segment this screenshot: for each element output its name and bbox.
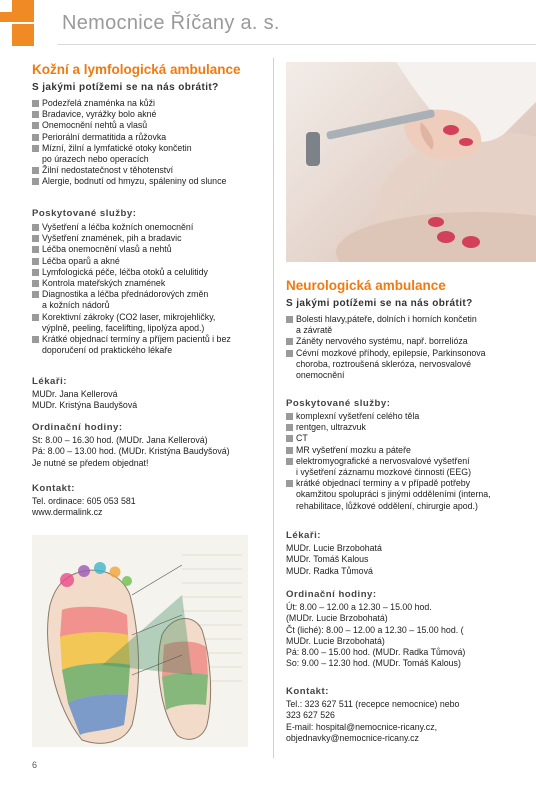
list-item-text: Žilní nedostatečnost v těhotenství [42, 165, 174, 176]
list-item-text: rentgen, ultrazvuk [296, 422, 366, 433]
dermatology-hours: St: 8.00 – 16.30 hod. (MUDr. Jana Kellerová) Pá: 8.00 – 13.00 hod. (MUDr. Kristýna Baudyšová) Je nutné se předem objednat! [32, 435, 230, 468]
list-item [286, 348, 531, 382]
square-bullet-icon [32, 178, 39, 185]
list-item-text: elektromyografické a nervosvalové vyšetření i vyšetření záznamu mozkové činnosti (EEG) [296, 455, 472, 478]
list-item-text: Vyšetření a léčba kožních onemocnění [42, 222, 194, 232]
list-item-text: Lymfologická péče, léčba otoků a celulitidy [42, 266, 208, 277]
list-item-text: krátké objednací terminy a v případě potřeby okamžitou spolupráci s jinými odděleními (interna, rehabilitace, lůžkové oddělení, chirurgie apod.) [296, 478, 491, 511]
list-item [286, 445, 531, 456]
neurology-problems-heading: S jakými potížemi se na nás obrátit? [286, 298, 473, 309]
neurology-problems-list [286, 314, 531, 381]
list-item-text: CT [296, 433, 308, 444]
square-bullet-icon [32, 167, 39, 174]
square-bullet-icon [32, 235, 39, 242]
list-item [286, 411, 531, 422]
neurology-title: Neurologická ambulance [286, 278, 446, 293]
list-item-text: Kontrola mateřských znamének [42, 278, 166, 289]
list-item-text: Mízní, žilní a lymfatické otoky končetin po úrazech nebo operacích [42, 142, 192, 165]
list-item [286, 478, 531, 512]
list-item-text: Vyšetření znamének, pih a bradavic [42, 233, 182, 244]
dermatology-title: Kožní a lymfologická ambulance [32, 62, 241, 77]
list-item [286, 314, 531, 336]
square-bullet-icon [286, 413, 293, 420]
square-bullet-icon [32, 280, 39, 287]
neurology-hours: Út: 8.00 – 12.00 a 12.30 – 15.00 hod. (MUDr. Lucie Brzobohatá) Čt (liché): 8.00 – 12.00 a 12.30 – 15.00 hod. ( MUDr. Lucie Brzobohatá) Pá: 8.00 – 15.00 hod. (MUDr. Radka Tůmová) So: 9.00 – 12.30 hod. (MUDr. Tomáš Kalous) [286, 602, 466, 669]
page-header-title: Nemocnice Říčany a. s. [62, 12, 280, 34]
list-item [32, 98, 272, 109]
list-item [286, 433, 531, 444]
list-item [32, 312, 272, 334]
dermatology-problems-heading: S jakými potížemi se na nás obrátit? [32, 82, 219, 93]
list-item-text: Záněty nervového systému, např. borrelióza [296, 336, 468, 347]
list-item [32, 143, 272, 165]
list-item-text: Bolesti hlavy,páteře, dolních i horních končetin a závratě [296, 314, 477, 336]
list-item [32, 267, 272, 278]
list-item-text: Léčba oparů a akné [42, 255, 120, 266]
list-item-text: MR vyšetření mozku a páteře [296, 444, 411, 455]
square-bullet-icon [32, 111, 39, 118]
square-bullet-icon [32, 100, 39, 107]
square-bullet-icon [32, 258, 39, 265]
header-divider [58, 44, 536, 45]
square-bullet-icon [286, 458, 293, 465]
column-divider [273, 58, 274, 758]
list-item-text: Diagnostika a léčba přednádorových změn a kožních nádorů [42, 289, 209, 311]
dermatology-services-list [32, 222, 272, 356]
list-item-text: Korektivní zákroky (CO2 laser, mikrojehličky, výplně, peeling, facelifting, lipolýza apod.) [42, 311, 216, 333]
square-bullet-icon [286, 447, 293, 454]
list-item [32, 132, 272, 143]
list-item [32, 278, 272, 289]
list-item [32, 109, 272, 120]
list-item-text: Bradavice, vyrážky bolo akné [42, 109, 157, 120]
list-item [286, 336, 531, 347]
square-bullet-icon [32, 224, 39, 231]
list-item [32, 233, 272, 244]
square-bullet-icon [32, 145, 39, 152]
neurology-services-list [286, 411, 531, 512]
neurology-contact: Tel.: 323 627 511 (recepce nemocnice) nebo 323 627 526 E-mail: hospital@nemocnice-ricany.cz, objednavky@nemocnice-ricany.cz [286, 699, 460, 743]
square-bullet-icon [286, 316, 293, 323]
list-item [32, 165, 272, 176]
list-item-text: Alergie, bodnutí od hmyzu, spáleniny od slunce [42, 176, 227, 187]
list-item-text: Podezřelá znaménka na kůži [42, 98, 155, 108]
list-item [32, 244, 272, 255]
list-item [286, 456, 531, 478]
square-bullet-icon [32, 122, 39, 129]
dermatology-contact: Tel. ordinace: 605 053 581 www.dermalink.cz [32, 496, 136, 518]
square-bullet-icon [32, 336, 39, 343]
dermatology-doctors: MUDr. Jana Kellerová MUDr. Kristýna Baudyšová [32, 389, 138, 411]
square-bullet-icon [32, 246, 39, 253]
list-item-text: komplexní vyšetření celého těla [296, 411, 420, 421]
neurology-services-heading: Poskytované služby: [286, 398, 391, 409]
list-item [32, 334, 272, 356]
square-bullet-icon [286, 480, 293, 487]
list-item [32, 176, 272, 187]
list-item [286, 422, 531, 433]
foot-reflexology-image [32, 535, 248, 747]
list-item [32, 256, 272, 267]
list-item [32, 222, 272, 233]
list-item [32, 289, 272, 311]
square-bullet-icon [286, 350, 293, 357]
list-item [32, 120, 272, 131]
hospital-logo-icon [0, 0, 48, 48]
square-bullet-icon [286, 435, 293, 442]
dermatology-problems-list [32, 98, 272, 188]
square-bullet-icon [32, 269, 39, 276]
neurology-doctors-heading: Lékaři: [286, 530, 321, 541]
square-bullet-icon [286, 338, 293, 345]
square-bullet-icon [32, 291, 39, 298]
list-item-text: Cévní mozkové příhody, epilepsie, Parkinsonova choroba, roztroušená skleróza, nervosvalové onemocnění [296, 347, 486, 381]
dermatology-hours-heading: Ordinační hodiny: [32, 422, 123, 433]
list-item-text: Onemocnění nehtů a vlasů [42, 120, 148, 131]
square-bullet-icon [286, 424, 293, 431]
dermatology-doctors-heading: Lékaři: [32, 376, 67, 387]
dermatology-services-heading: Poskytované služby: [32, 208, 137, 219]
list-item-text: Krátké objednací termíny a příjem pacientů i bez doporučení od praktického lékaře [42, 334, 231, 356]
square-bullet-icon [32, 314, 39, 321]
list-item-text: Léčba onemocnění vlasů a nehtů [42, 244, 172, 255]
page-number: 6 [32, 760, 38, 770]
neurology-hours-heading: Ordinační hodiny: [286, 589, 377, 600]
neurology-reflex-hammer-image [286, 62, 536, 262]
dermatology-contact-heading: Kontakt: [32, 483, 75, 494]
list-item-text: Periorální dermatitida a růžovka [42, 131, 167, 142]
neurology-contact-heading: Kontakt: [286, 686, 329, 697]
square-bullet-icon [32, 134, 39, 141]
neurology-doctors: MUDr. Lucie Brzobohatá MUDr. Tomáš Kalous MUDr. Radka Tůmová [286, 543, 382, 576]
